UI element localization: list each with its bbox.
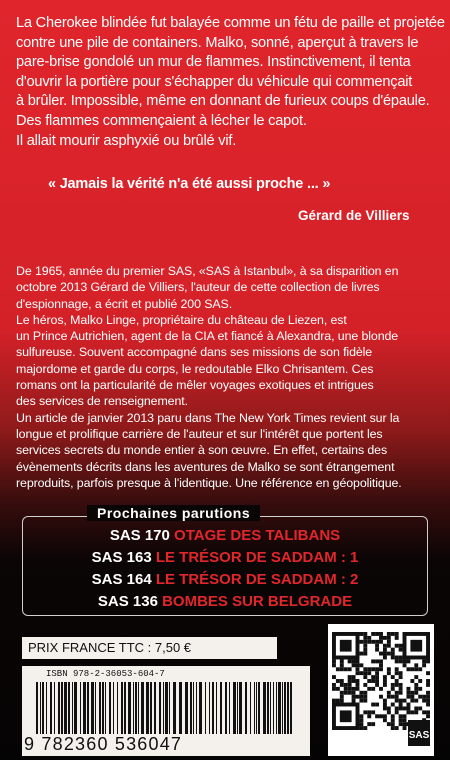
upcoming-release-item xyxy=(23,527,427,549)
description-line: un Prince Autrichien, agent de la CIA et fiancé à Alexandra, une blonde xyxy=(16,329,399,344)
upcoming-releases-list xyxy=(23,527,427,615)
description-line: longue et prolifique carrière de l'auteur et sur l'intérêt que portent les xyxy=(16,426,383,441)
release-title: LE TRÉSOR DE SADDAM : 2 xyxy=(155,571,359,588)
release-title: BOMBES SUR BELGRADE xyxy=(162,593,353,610)
upcoming-release-item xyxy=(23,549,427,571)
isbn-text: ISBN 978-2-36053-604-7 xyxy=(46,669,165,679)
release-number: SAS 136 xyxy=(97,593,158,610)
excerpt-line: Des flammes commençaient à lécher le capot. xyxy=(16,112,307,129)
quote-author: Gérard de Villiers xyxy=(298,208,410,223)
description-line: De 1965, année du premier SAS, «SAS à Istanbul», à sa disparition en xyxy=(16,264,399,278)
description-line: Un article de janvier 2013 paru dans The New York Times revient sur la xyxy=(16,410,400,425)
sas-logo-text: SAS xyxy=(408,730,430,741)
description-line: majordome et garde du corps, le redoutable Elko Chrisantem. Ces xyxy=(16,361,374,376)
pull-quote: « Jamais la vérité n'a été aussi proche ... » xyxy=(48,176,331,192)
excerpt-line: à brûler. Impossible, même en donnant de furieux coups d'épaule. xyxy=(16,93,430,110)
release-number: SAS 164 xyxy=(91,571,152,588)
release-title: LE TRÉSOR DE SADDAM : 1 xyxy=(155,549,359,566)
description-line: Le héros, Malko Linge, propriétaire du château de Liezen, est xyxy=(16,312,347,327)
excerpt-line: La Cherokee blindée fut balayée comme un fétu de paille et projetée xyxy=(16,15,445,31)
qr-code xyxy=(332,632,430,750)
description-line: romans ont la particularité de mêler voyages exotiques et intrigues xyxy=(16,378,374,393)
excerpt-line: d'ouvrir la portière pour s'échapper du véhicule qui commençait xyxy=(16,73,413,90)
release-number: SAS 170 xyxy=(109,527,170,544)
release-title: OTAGE DES TALIBANS xyxy=(174,527,341,544)
description-line: des services de renseignement. xyxy=(16,394,188,409)
upcoming-release-item xyxy=(23,593,427,615)
upcoming-releases-box xyxy=(22,505,428,616)
ean-digits: 9 782360 536047 xyxy=(24,734,183,754)
excerpt-line: pare-brise gondolé un mur de flammes. Instinctivement, il tenta xyxy=(16,54,411,71)
description-line: évènements décrits dans les aventures de Malko se sont étrangement xyxy=(16,459,395,474)
description-line: octobre 2013 Gérard de Villiers, l'auteur de cette collection de livres xyxy=(16,280,380,295)
excerpt-line: contre une pile de containers. Malko, sonné, aperçut à travers le xyxy=(16,34,419,51)
excerpt-line: Il allait mourir asphyxié ou brûlé vif. xyxy=(16,132,237,149)
release-number: SAS 163 xyxy=(91,549,152,566)
price-label: PRIX FRANCE TTC : 7,50 € xyxy=(22,637,277,659)
upcoming-release-item xyxy=(23,571,427,593)
description-line: sulfureuse. Souvent accompagné dans ses missions de son fidèle xyxy=(16,345,373,360)
barcode-bars xyxy=(36,682,298,734)
description-paragraph xyxy=(16,263,438,491)
description-line: d'espionnage, a écrit et publié 200 SAS. xyxy=(16,296,233,311)
description-line: reproduits, parfois presque à l'identique. Une référence en géopolitique. xyxy=(16,475,402,490)
qr-code-panel xyxy=(328,624,434,756)
barcode-panel xyxy=(22,666,310,756)
excerpt-paragraph xyxy=(16,14,445,151)
upcoming-releases-title: Prochaines parutions xyxy=(87,505,260,521)
description-line: services secrets du monde entier à son œuvre. En effet, certains des xyxy=(16,443,388,458)
